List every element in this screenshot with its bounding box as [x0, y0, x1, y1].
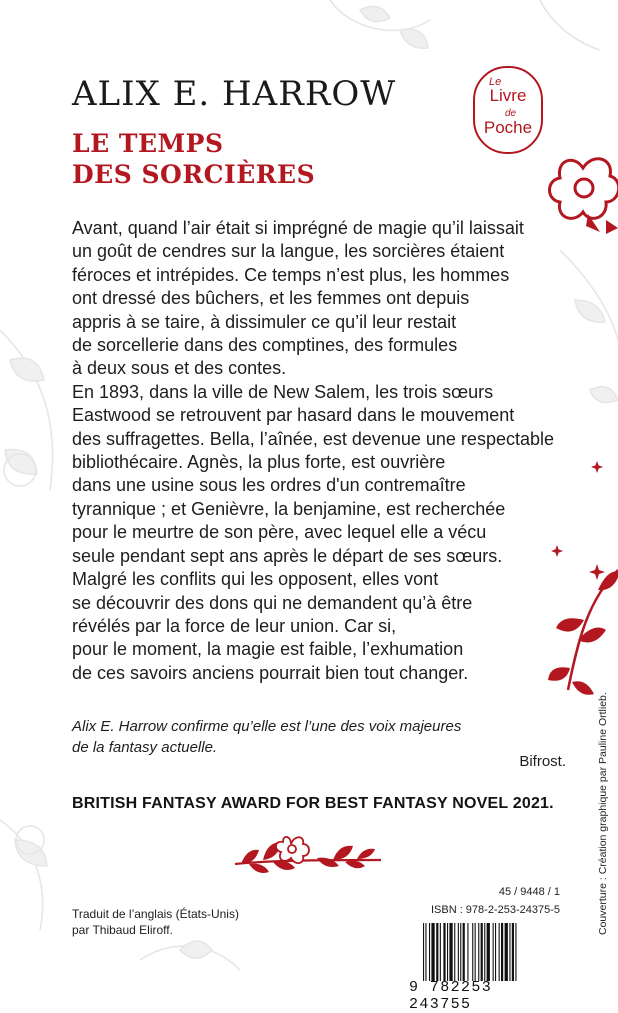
barcode-bar — [501, 923, 503, 981]
barcode-bar — [478, 923, 479, 981]
barcode-bar — [440, 923, 441, 981]
barcode-bar — [458, 923, 459, 981]
barcode-bar — [505, 923, 508, 981]
barcode-bar — [481, 923, 483, 981]
logo-text: de — [505, 108, 517, 119]
barcode-digits: 9 782253 243755 — [409, 979, 493, 1013]
barcode-bar — [512, 923, 514, 981]
barcode-bar — [463, 923, 465, 981]
cover-credit: Couverture : Création graphique par Pauline Ortlieb. — [597, 692, 609, 935]
barcode-bars — [423, 923, 555, 981]
product-code: 45 / 9448 / 1 — [498, 886, 560, 898]
sparkle-icon — [591, 461, 603, 473]
barcode-bar — [515, 923, 516, 981]
barcode-bar — [454, 923, 455, 981]
barcode-bar — [499, 923, 500, 981]
barcode-bar — [493, 923, 494, 981]
barcode-bar — [484, 923, 485, 981]
barcode-bar — [425, 923, 426, 981]
blurb-paragraph: Avant, quand l’air était si imprégné de magie qu’il laissait un goût de cendres sur la langue, les sorcières étaient féroces et intrépides. Ce temps n’est plus, les hommes ont dressé des bûchers, et les femmes ont depuis appris à se taire, à dissimuler ce qu’il leur restait de sorcellerie dans des comptines, des formules à deux sous et des contes. — [72, 218, 524, 379]
barcode-bar — [443, 923, 445, 981]
barcode-bar — [509, 923, 510, 981]
award-line: BRITISH FANTASY AWARD FOR BEST FANTASY NOVEL 2021. — [72, 795, 554, 812]
publisher-logo — [473, 66, 543, 154]
barcode-bar — [487, 923, 490, 981]
author-name: ALIX E. HARROW — [72, 74, 397, 114]
barcode-bar — [472, 923, 473, 981]
barcode-bar — [436, 923, 438, 981]
barcode-bar — [495, 923, 496, 981]
barcode-bar — [431, 923, 434, 981]
barcode-bar — [449, 923, 452, 981]
book-title — [72, 128, 315, 190]
logo-text: Livre — [489, 86, 527, 105]
review-quote: Alix E. Harrow confirme qu’elle est l’une des voix majeures de la fantasy actuelle. — [72, 718, 462, 756]
translator-credit: Traduit de l’anglais (États-Unis) par Thibaud Eliroff. — [72, 907, 239, 937]
barcode-bar — [467, 923, 468, 981]
isbn: ISBN : 978-2-253-24375-5 — [430, 904, 560, 916]
barcode-bar — [423, 923, 424, 981]
red-ornament-divider — [233, 830, 383, 882]
barcode-bar — [447, 923, 448, 981]
blurb — [72, 217, 572, 685]
blurb-paragraph: En 1893, dans la ville de New Salem, les trois sœurs Eastwood se retrouvent par hasard dans le mouvement des suffragettes. Bella, l’aînée, est devenue une respectable bibliothécaire. Agnès, la plus forte, est ouvrière dans une usine sous les ordres d'un contremaître tyrannique ; et Genièvre, la benjamine, est recherchée pour le meurtre de son père, avec lequel elle a vécu seule pendant sept ans après le départ de ses sœurs. Malgré les conflits qui les opposent, elles vont se découvrir des dons qui ne demandent qu’à être révélés par la force de leur union. Car si, pour le moment, la magie est faible, l’exhumation de ces savoirs anciens pourrait bien tout changer. — [72, 381, 554, 683]
barcode — [409, 923, 559, 1013]
logo-text: Poche — [483, 118, 533, 137]
barcode-bar — [475, 923, 476, 981]
book-title-line: DES SORCIÈRES — [72, 160, 316, 189]
logo-text: Le — [489, 76, 502, 88]
barcode-bar — [429, 923, 430, 981]
barcode-bar — [460, 923, 461, 981]
review-source: Bifrost. — [519, 753, 566, 770]
book-title-line: LE TEMPS — [72, 129, 224, 158]
